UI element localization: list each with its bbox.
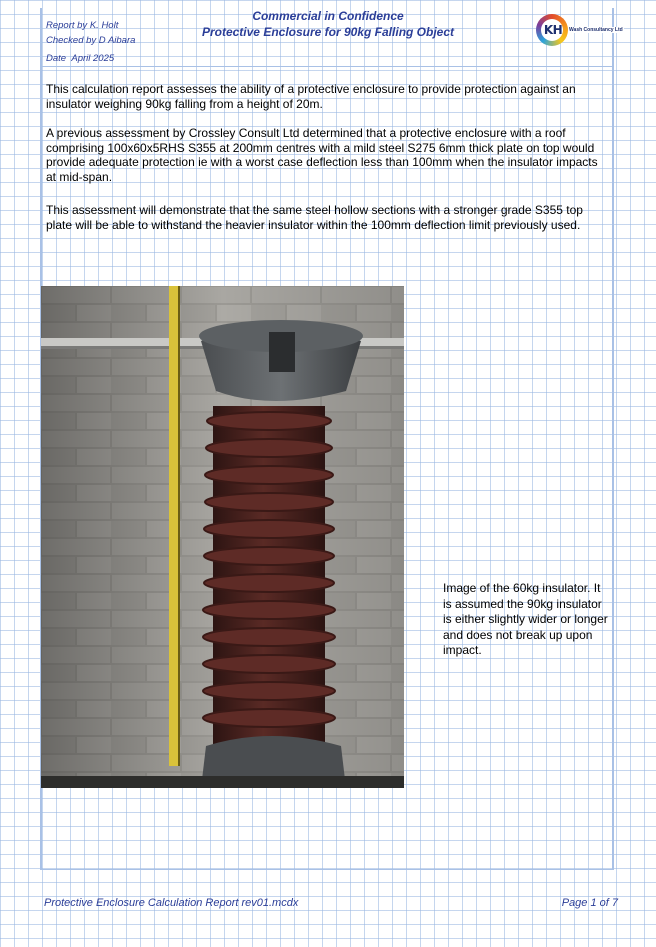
previous-assessment-paragraph: A previous assessment by Crossley Consult Ltd determined that a protective enclosure with a roof comprising 100x60x5RHS S355 at 200mm centres with a mild steel S275 6mm thick plate on top would provide adequate protection ie with a worst case deflection less than 100mm when the insulator impacts at mid-span. xyxy=(46,126,598,184)
report-by: Report by K. Holt xyxy=(46,20,119,31)
footer-divider xyxy=(40,869,614,870)
report-date xyxy=(46,51,135,66)
insulator-photo xyxy=(41,286,404,788)
header-classification: Commercial in Confidence xyxy=(252,9,404,23)
footer-filename: Protective Enclosure Calculation Report rev01.mcdx xyxy=(44,897,299,909)
date-label: Date xyxy=(46,53,67,64)
header-meta xyxy=(46,18,135,66)
frame-right-rule xyxy=(612,8,614,870)
checked-by: Checked by D Aibara xyxy=(46,35,136,46)
company-logo xyxy=(536,14,623,52)
date-value: April 2025 xyxy=(71,53,115,64)
intro-paragraph: This calculation report assesses the ability of a protective enclosure to provide protection against an insulator weighing 90kg falling from a height of 20m. xyxy=(46,82,576,111)
document-title: Protective Enclosure for 90kg Falling Object xyxy=(201,25,455,39)
insulator-photo-drawing xyxy=(41,286,404,788)
header-divider xyxy=(40,66,614,67)
logo-subtext: Wash Consultancy Ltd xyxy=(569,27,623,33)
footer-page-number: Page 1 of 7 xyxy=(561,897,618,909)
photo-caption: Image of the 60kg insulator. It is assumed the 90kg insulator is either slightly wider or longer and does not break up upon impact. xyxy=(443,581,608,657)
assessment-scope-paragraph: This assessment will demonstrate that the same steel hollow sections with a stronger grade S355 top plate will be able to withstand the heavier insulator within the 100mm deflection limit previously used. xyxy=(46,203,583,232)
logo-initials: KH xyxy=(543,23,563,37)
